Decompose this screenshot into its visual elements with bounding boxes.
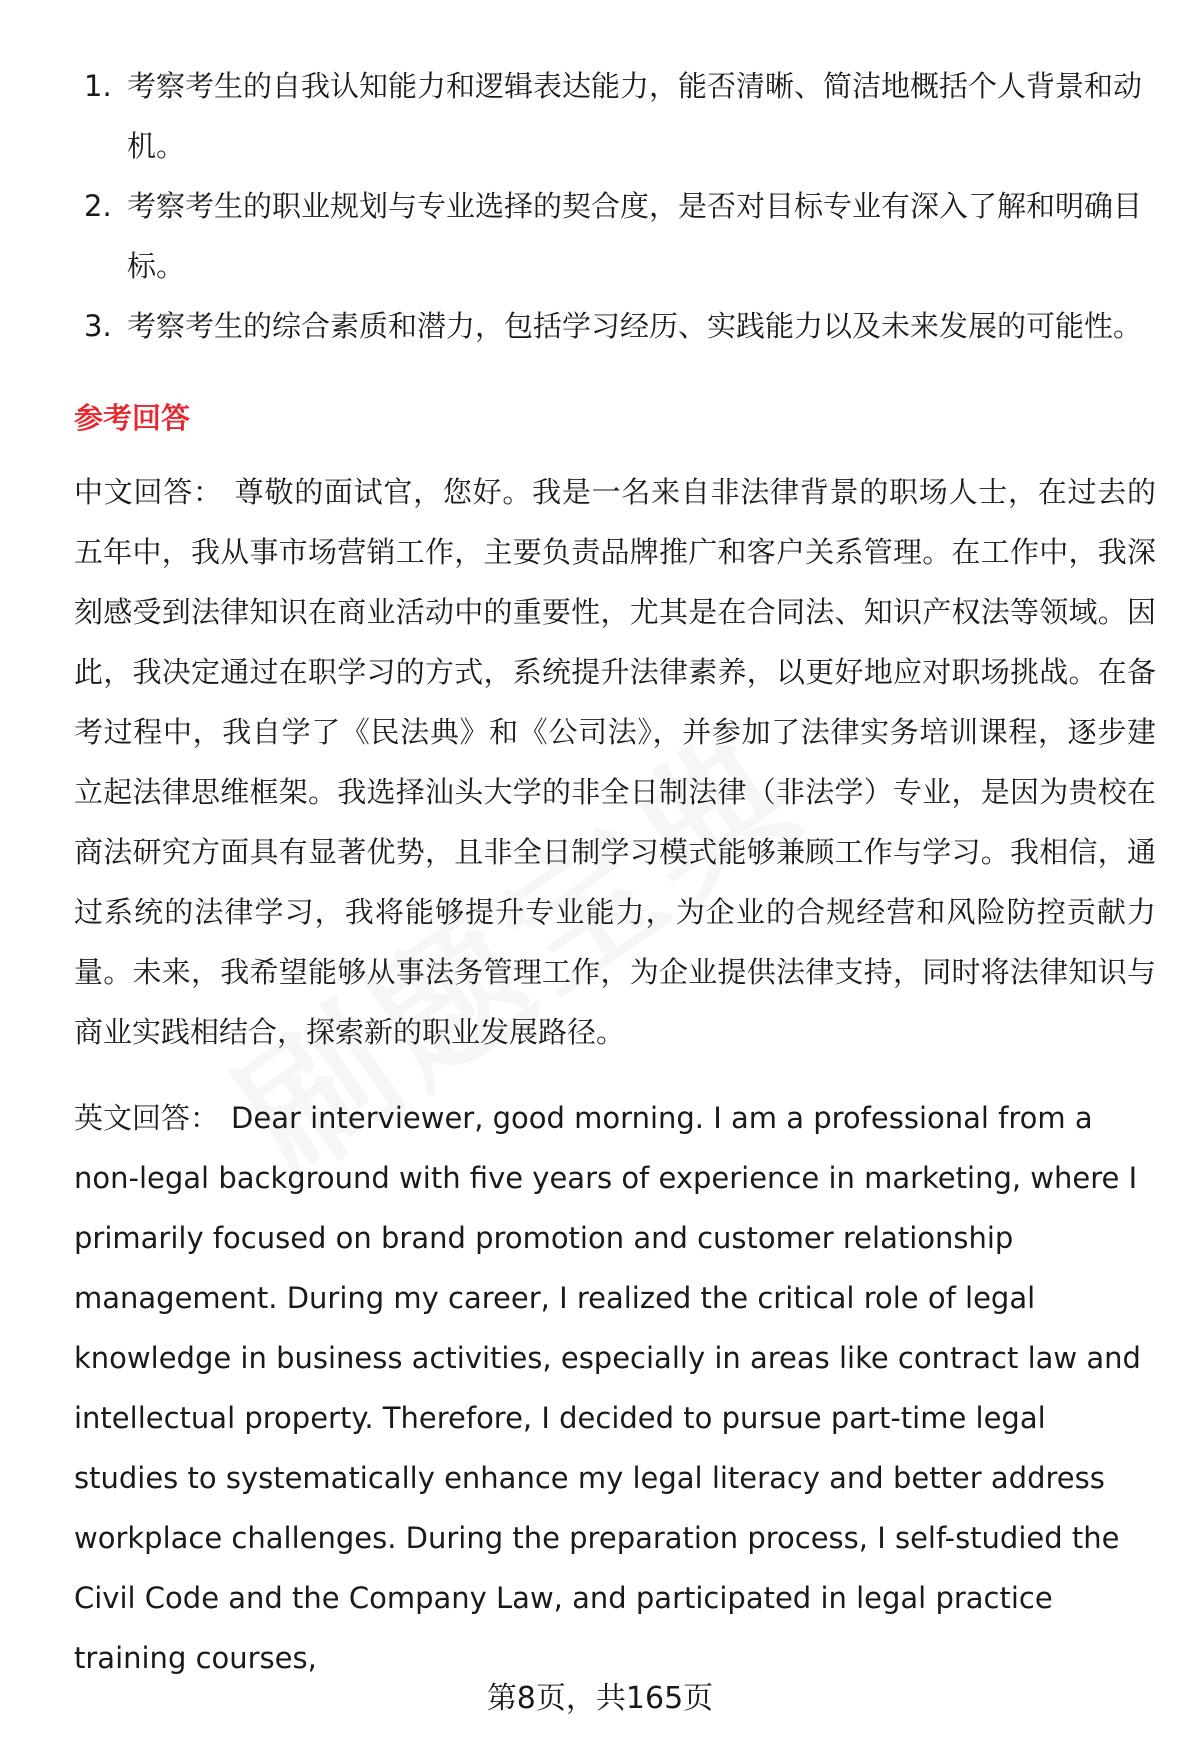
list-item [74,176,1156,296]
list-item [74,56,1156,176]
list-text: 考察考生的综合素质和潜力，包括学习经历、实践能力以及未来发展的可能性。 [127,309,1143,343]
list-number: 2. [84,189,112,223]
criteria-list [74,56,1156,356]
list-number: 3. [84,309,112,343]
list-text: 考察考生的职业规划与专业选择的契合度，是否对目标专业有深入了解和明确目标。 [127,189,1143,283]
chinese-answer [74,462,1156,1062]
list-number: 1. [84,69,112,103]
document-page [74,56,1156,1688]
list-text: 考察考生的自我认知能力和逻辑表达能力，能否清晰、简洁地概括个人背景和动机。 [127,69,1143,163]
chinese-answer-label: 中文回答： [74,475,223,509]
page-number: 第8页，共165页 [486,1681,714,1716]
english-answer-text: Dear interviewer, good morning. I am a professional from a non-legal background with five years of experience in marketing, where I primarily focused on brand promotion and customer relationship management. During my career, I realized the critical role of legal knowledge in business activities, especially in areas like contract law and intellectual property. Therefore, I decided to pursue part-time legal studies to systematically enhance my legal literacy and better address workplace challenges. During the preparation process, I self-studied the Civil Code and the Company Law, and participated in legal practice training courses, [74,1101,1141,1675]
english-answer [74,1088,1156,1688]
english-answer-label: 英文回答： [74,1101,220,1135]
list-item [74,296,1156,356]
reference-answer-heading: 参考回答 [74,401,191,435]
chinese-answer-text: 尊敬的面试官，您好。我是一名来自非法律背景的职场人士，在过去的五年中，我从事市场营销工作，主要负责品牌推广和客户关系管理。在工作中，我深刻感受到法律知识在商业活动中的重要性，尤其是在合同法、知识产权法等领域。因此，我决定通过在职学习的方式，系统提升法律素养，以更好地应对职场挑战。在备考过程中，我自学了《民法典》和《公司法》，并参加了法律实务培训课程，逐步建立起法律思维框架。我选择汕头大学的非全日制法律（非法学）专业，是因为贵校在商法研究方面具有显著优势，且非全日制学习模式能够兼顾工作与学习。我相信，通过系统的法律学习，我将能够提升专业能力，为企业的合规经营和风险防控贡献力量。未来，我希望能够从事法务管理工作，为企业提供法律支持，同时将法律知识与商业实践相结合，探索新的职业发展路径。 [74,475,1156,1049]
